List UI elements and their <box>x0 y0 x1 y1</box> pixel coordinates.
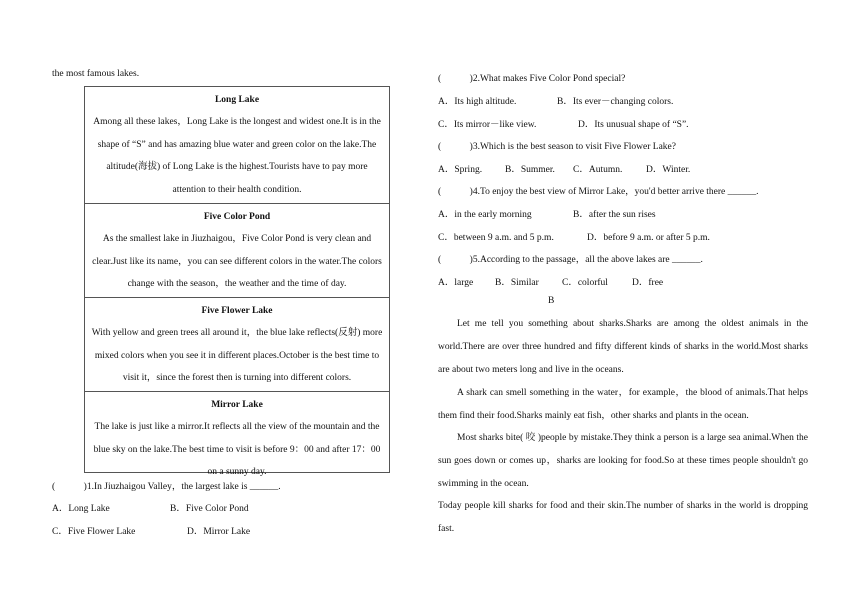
q3-option-d: D．Winter. <box>646 165 691 175</box>
lake-mirror <box>85 392 389 483</box>
lake-description: With yellow and green trees all around it，the blue lake reflects(反射) more mixed colors when you see it in different places.October is the best time to visit it，since the forest then is turning into different colors. <box>91 328 383 384</box>
question-5-stem: ( )5.According to the passage，all the above lakes are ______. <box>438 255 703 265</box>
passage-b-paragraph-1: Let me tell you something about sharks.Sharks are among the oldest animals in the world.There are over three hundred and fifty different kinds of sharks in the world.Most sharks are about two meters long and live in the oceans. <box>438 319 808 375</box>
q2-option-a: A．Its high altitude. <box>438 97 517 107</box>
q2-option-b: B．Its ever－changing colors. <box>557 97 674 107</box>
q4-option-d: D．before 9 a.m. or after 5 p.m. <box>587 233 710 243</box>
q3-option-b: B．Summer. <box>505 165 555 175</box>
lake-description: As the smallest lake in Jiuzhaigou，Five Color Pond is very clean and clear.Just like its name，you can see different colors in the water.The colors change with the season，the weather and the time of day. <box>92 234 382 290</box>
q5-option-a: A．large <box>438 278 474 288</box>
q1-option-a: A．Long Lake <box>52 504 110 514</box>
lake-title: Long Lake <box>214 95 260 105</box>
lake-title: Five Flower Lake <box>201 306 273 316</box>
lake-five-flower <box>85 298 389 392</box>
section-b-heading: B <box>548 296 555 306</box>
lake-title: Five Color Pond <box>203 212 271 222</box>
lake-five-color <box>85 204 389 298</box>
passage-b-paragraph-2: A shark can smell something in the water，for example，the blood of animals.That helps them find their food.Sharks mainly eat fish，other sharks and plants in the ocean. <box>438 388 808 421</box>
lake-long <box>85 87 389 204</box>
q1-option-b: B．Five Color Pond <box>170 504 249 514</box>
question-1-stem: ( )1.In Jiuzhaigou Valley，the largest lake is ______. <box>52 482 281 492</box>
q5-option-b: B．Similar <box>495 278 539 288</box>
q3-option-a: A．Spring. <box>438 165 483 175</box>
intro-line: the most famous lakes. <box>52 69 140 79</box>
q4-option-a: A．in the early morning <box>438 210 532 220</box>
question-3-stem: ( )3.Which is the best season to visit Five Flower Lake? <box>438 142 676 152</box>
q3-option-c: C．Autumn. <box>573 165 623 175</box>
question-2-stem: ( )2.What makes Five Color Pond special? <box>438 74 626 84</box>
lake-title: Mirror Lake <box>211 400 263 410</box>
passage-b-paragraph-4: Today people kill sharks for food and their skin.The number of sharks in the world is dropping fast. <box>438 501 808 534</box>
q2-option-d: D．Its unusual shape of “S”. <box>578 120 689 130</box>
question-4-stem: ( )4.To enjoy the best view of Mirror Lake，you'd better arrive there ______. <box>438 187 759 197</box>
lake-description: The lake is just like a mirror.It reflects all the view of the mountain and the blue sky on the lake.The best time to visit is before 9：00 and after 17：00 on a sunny day. <box>93 422 381 478</box>
lakes-table <box>84 86 390 478</box>
passage-b-paragraph-3: Most sharks bite( 咬 )people by mistake.They think a person is a large sea animal.When the sun goes down or comes up，sharks are looking for food.So at these times people shouldn't go swimming in the ocean. <box>438 433 808 489</box>
lake-description: Among all these lakes，Long Lake is the longest and widest one.It is in the shape of “S” and has amazing blue water and green color on the lake.The altitude(海拔) of Long Lake is the highest.Tourists have to pay more attention to their health condition. <box>93 117 381 195</box>
q2-option-c: C．Its mirror－like view. <box>438 120 537 130</box>
q1-option-d: D．Mirror Lake <box>187 527 251 537</box>
q1-option-c: C．Five Flower Lake <box>52 527 136 537</box>
q5-option-d: D．free <box>632 278 664 288</box>
q4-option-c: C．between 9 a.m. and 5 p.m. <box>438 233 554 243</box>
q5-option-c: C．colorful <box>562 278 608 288</box>
q4-option-b: B．after the sun rises <box>573 210 656 220</box>
